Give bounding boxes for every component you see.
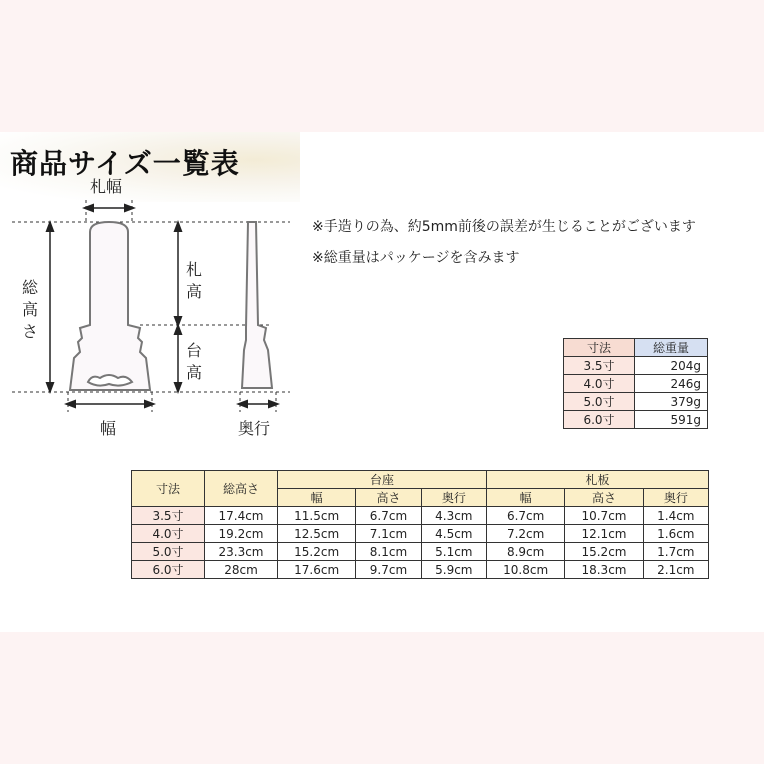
table-row — [132, 507, 709, 525]
total-height-label-1: 総 — [22, 278, 39, 297]
size-header-fuda-width: 幅 — [486, 489, 564, 507]
size-diagram — [0, 170, 300, 450]
total-height-cell: 19.2cm — [205, 525, 278, 543]
weight-size-cell: 5.0寸 — [564, 393, 635, 411]
base-depth-cell: 5.1cm — [421, 543, 486, 561]
base-height-cell: 6.7cm — [356, 507, 421, 525]
fuda-height-cell: 15.2cm — [565, 543, 643, 561]
fuda-height-cell: 10.7cm — [565, 507, 643, 525]
weight-value-cell: 246g — [635, 375, 708, 393]
fuda-depth-cell: 1.6cm — [643, 525, 708, 543]
size-header-fuda-height: 高さ — [565, 489, 643, 507]
total-height-cell: 23.3cm — [205, 543, 278, 561]
base-depth-cell: 4.3cm — [421, 507, 486, 525]
weight-table-header — [564, 339, 708, 357]
front-view-shape — [70, 222, 150, 390]
size-header-base-height: 高さ — [356, 489, 421, 507]
total-height-cell: 17.4cm — [205, 507, 278, 525]
total-height-label-2: 高 — [22, 300, 39, 319]
size-cell: 3.5寸 — [132, 507, 205, 525]
size-header-base-group: 台座 — [278, 471, 487, 489]
fuda-width-label: 札幅 — [90, 177, 123, 196]
fuda-width-cell: 7.2cm — [486, 525, 564, 543]
fuda-depth-cell: 2.1cm — [643, 561, 708, 579]
base-height-cell: 9.7cm — [356, 561, 421, 579]
table-row — [132, 543, 709, 561]
weight-size-cell: 3.5寸 — [564, 357, 635, 375]
size-header-base-depth: 奥行 — [421, 489, 486, 507]
weight-header-weight: 総重量 — [635, 339, 708, 357]
base-width-cell: 11.5cm — [278, 507, 356, 525]
base-width-cell: 12.5cm — [278, 525, 356, 543]
size-header-fuda-depth: 奥行 — [643, 489, 708, 507]
base-depth-cell: 4.5cm — [421, 525, 486, 543]
table-row — [564, 375, 708, 393]
total-height-cell: 28cm — [205, 561, 278, 579]
depth-label: 奥行 — [238, 419, 271, 438]
table-row — [132, 561, 709, 579]
fuda-height-cell: 18.3cm — [565, 561, 643, 579]
size-header-size: 寸法 — [132, 471, 205, 507]
size-table-group-header — [132, 471, 709, 489]
size-header-fuda-group: 札板 — [486, 471, 708, 489]
weight-size-cell: 4.0寸 — [564, 375, 635, 393]
table-row — [564, 357, 708, 375]
weight-value-cell: 204g — [635, 357, 708, 375]
base-height-cell: 8.1cm — [356, 543, 421, 561]
side-view-shape — [242, 222, 272, 388]
weight-header-size: 寸法 — [564, 339, 635, 357]
weight-value-cell: 591g — [635, 411, 708, 429]
page-title: 商品サイズ一覧表 — [10, 147, 240, 180]
table-row — [132, 525, 709, 543]
total-height-label-3: さ — [22, 322, 39, 341]
weight-value-cell: 379g — [635, 393, 708, 411]
note-handmade: ※手造りの為、約5mm前後の誤差が生じることがございます — [312, 219, 696, 235]
size-cell: 5.0寸 — [132, 543, 205, 561]
fuda-height-cell: 12.1cm — [565, 525, 643, 543]
size-header-base-width: 幅 — [278, 489, 356, 507]
weight-size-cell: 6.0寸 — [564, 411, 635, 429]
size-table — [131, 470, 709, 579]
fuda-depth-cell: 1.7cm — [643, 543, 708, 561]
width-label: 幅 — [100, 419, 117, 438]
note-weight: ※総重量はパッケージを含みます — [312, 250, 520, 266]
base-height-cell: 7.1cm — [356, 525, 421, 543]
fuda-height-label-2: 高 — [186, 282, 203, 301]
size-header-total: 総高さ — [205, 471, 278, 507]
base-width-cell: 17.6cm — [278, 561, 356, 579]
table-row — [564, 393, 708, 411]
fuda-width-cell: 8.9cm — [486, 543, 564, 561]
weight-table — [563, 338, 708, 429]
base-height-label-2: 高 — [186, 363, 203, 382]
fuda-depth-cell: 1.4cm — [643, 507, 708, 525]
table-row — [564, 411, 708, 429]
fuda-height-label-1: 札 — [186, 260, 203, 279]
size-cell: 6.0寸 — [132, 561, 205, 579]
base-depth-cell: 5.9cm — [421, 561, 486, 579]
fuda-width-cell: 10.8cm — [486, 561, 564, 579]
base-height-label-1: 台 — [186, 341, 203, 360]
fuda-width-cell: 6.7cm — [486, 507, 564, 525]
size-cell: 4.0寸 — [132, 525, 205, 543]
base-width-cell: 15.2cm — [278, 543, 356, 561]
